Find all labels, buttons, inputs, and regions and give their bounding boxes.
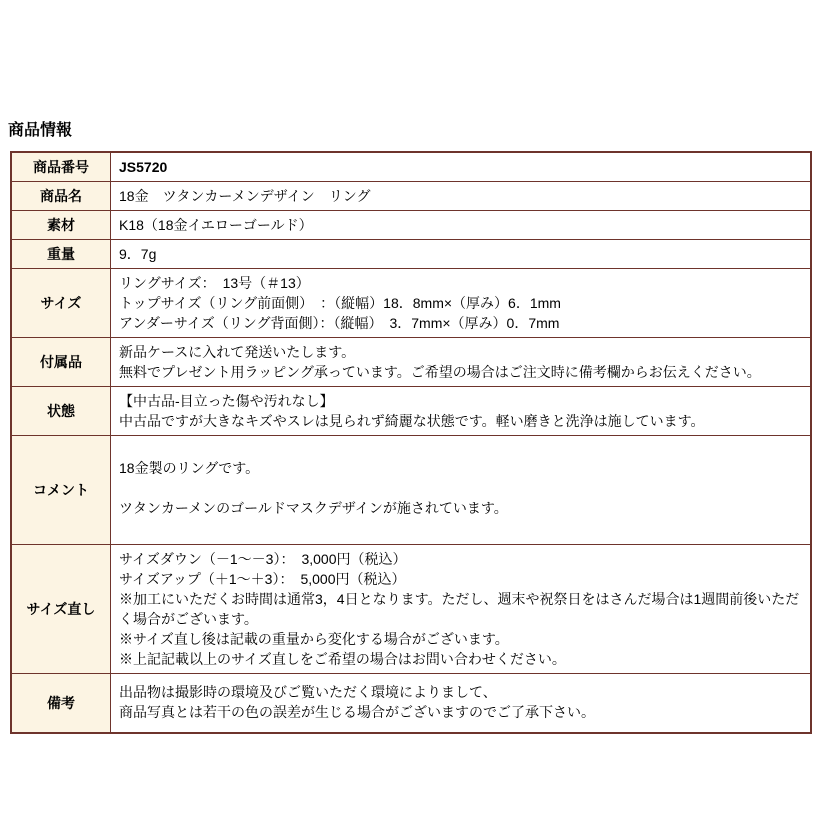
- table-row: [11, 387, 811, 436]
- row-label: 素材: [11, 211, 111, 240]
- value-line: サイズダウン（－1～－3）： 3,000円（税込）: [119, 551, 407, 567]
- row-label: サイズ: [11, 269, 111, 338]
- section-title: 商品情報: [8, 122, 73, 139]
- row-value: [111, 338, 812, 387]
- value-line: ※加工にいただくお時間は通常3，4日となります。ただし、週末や祝祭日をはさんだ場合は1週間前後いただく場合がございます。: [119, 591, 800, 627]
- row-value: [111, 436, 812, 545]
- value-line: アンダーサイズ（リング背面側）：（縦幅） 3．7mm×（厚み）0．7mm: [119, 315, 560, 331]
- table-row: [11, 674, 811, 734]
- row-value: [111, 152, 812, 182]
- value-line: 新品ケースに入れて発送いたします。: [119, 344, 356, 360]
- value-line: 【中古品-目立った傷や汚れなし】: [119, 393, 334, 409]
- row-value: [111, 211, 812, 240]
- row-label: 重量: [11, 240, 111, 269]
- row-value: [111, 269, 812, 338]
- table-row: [11, 182, 811, 211]
- row-label: 商品名: [11, 182, 111, 211]
- value-line: ※上記記載以上のサイズ直しをご希望の場合はお問い合わせください。: [119, 651, 566, 667]
- value-line: 18金製のリングです。: [119, 460, 260, 476]
- row-label: コメント: [11, 436, 111, 545]
- table-row: [11, 211, 811, 240]
- table-row: [11, 240, 811, 269]
- value-line: K18（18金イエローゴールド）: [119, 217, 313, 233]
- value-line: 出品物は撮影時の環境及びご覧いただく環境によりまして、: [119, 684, 497, 700]
- row-label: 付属品: [11, 338, 111, 387]
- product-info-table-body: [11, 152, 811, 733]
- value-line: ツタンカーメンのゴールドマスクデザインが施されています。: [119, 500, 508, 516]
- value-line: サイズアップ（＋1～＋3）： 5,000円（税込）: [119, 571, 406, 587]
- table-row: [11, 152, 811, 182]
- row-value: [111, 545, 812, 674]
- row-label: 備考: [11, 674, 111, 734]
- value-line: リングサイズ： 13号（＃13）: [119, 275, 310, 291]
- value-line: 18金 ツタンカーメンデザイン リング: [119, 188, 371, 204]
- row-value: [111, 674, 812, 734]
- row-value: [111, 182, 812, 211]
- table-row: [11, 338, 811, 387]
- value-line: トップサイズ（リング前面側） ：（縦幅）18．8mm×（厚み）6．1mm: [119, 295, 561, 311]
- value-line: 無料でプレゼント用ラッピング承っています。ご希望の場合はご注文時に備考欄からお伝えください。: [119, 364, 761, 380]
- row-label: 状態: [11, 387, 111, 436]
- table-row: [11, 545, 811, 674]
- table-row: [11, 269, 811, 338]
- row-label: サイズ直し: [11, 545, 111, 674]
- product-info-table: [10, 151, 812, 734]
- value-line: 9．7g: [119, 246, 157, 262]
- row-label: 商品番号: [11, 152, 111, 182]
- row-value: [111, 387, 812, 436]
- value-line: JS5720: [119, 159, 168, 175]
- table-row: [11, 436, 811, 545]
- value-line: ※サイズ直し後は記載の重量から変化する場合がございます。: [119, 631, 509, 647]
- value-line: [119, 478, 802, 498]
- row-value: [111, 240, 812, 269]
- value-line: 商品写真とは若干の色の誤差が生じる場合がございますのでご了承下さい。: [119, 704, 595, 720]
- value-line: 中古品ですが大きなキズやスレは見られず綺麗な状態です。軽い磨きと洗浄は施しています。: [119, 413, 705, 429]
